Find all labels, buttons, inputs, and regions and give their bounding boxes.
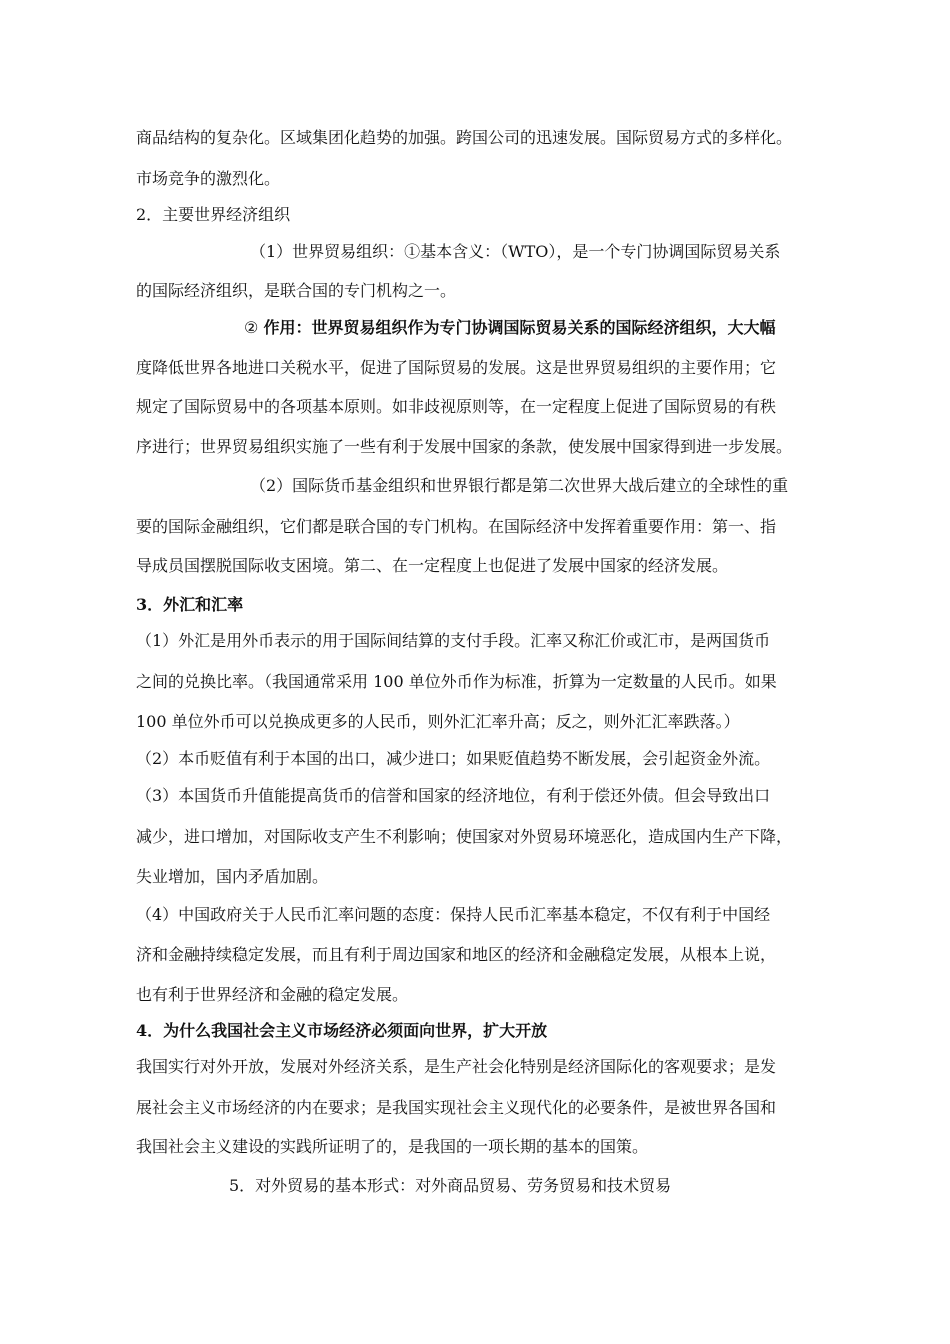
text-line: （3）本国货币升值能提高货币的信誉和国家的经济地位，有利于偿还外债。但会导致出口 — [136, 786, 771, 805]
text-line: 导成员国摆脱国际收支困境。第二、在一定程度上也促进了发展中国家的经济发展。 — [136, 556, 729, 575]
text-line: 我国实行对外开放，发展对外经济关系，是生产社会化特别是经济国际化的客观要求；是发 — [136, 1057, 777, 1076]
text-line: 要的国际金融组织，它们都是联合国的专门机构。在国际经济中发挥着重要作用：第一、指 — [136, 517, 777, 536]
text-line: 的国际经济组织，是联合国的专门机构之一。 — [136, 281, 457, 300]
text-line: 我国社会主义建设的实践所证明了的，是我国的一项长期的基本的国策。 — [136, 1137, 649, 1156]
text-line-with-lead — [244, 317, 775, 339]
text-line: 济和金融持续稳定发展，而且有利于周边国家和地区的经济和金融稳定发展，从根本上说， — [136, 945, 777, 964]
text-line: （2）国际货币基金组织和世界银行都是第二次世界大战后建立的全球性的重 — [250, 476, 789, 495]
text-line: 展社会主义市场经济的内在要求；是我国实现社会主义现代化的必要条件，是被世界各国和 — [136, 1098, 777, 1117]
section-heading-4: 4．为什么我国社会主义市场经济必须面向世界，扩大开放 — [136, 1021, 548, 1040]
text-line: 也有利于世界经济和金融的稳定发展。 — [136, 985, 409, 1004]
text-line: 作用：世界贸易组织作为专门协调国际贸易关系的国际经济组织，大大幅 — [263, 318, 776, 337]
text-line: 度降低世界各地进口关税水平，促进了国际贸易的发展。这是世界贸易组织的主要作用；它 — [136, 358, 777, 377]
text-line: （1）外汇是用外币表示的用于国际间结算的支付手段。汇率又称汇价或汇市，是两国货币 — [136, 631, 771, 650]
section-heading-5: 5．对外贸易的基本形式：对外商品贸易、劳务贸易和技术贸易 — [229, 1176, 672, 1195]
text-line: 之间的兑换比率。（我国通常采用 100 单位外币作为标准，折算为一定数量的人民币。如果 — [136, 672, 777, 691]
text-line: （4）中国政府关于人民币汇率问题的态度：保持人民币汇率基本稳定，不仅有利于中国经 — [136, 905, 771, 924]
text-line: 商品结构的复杂化。区域集团化趋势的加强。跨国公司的迅速发展。国际贸易方式的多样化。 — [136, 128, 793, 147]
section-heading-2: 2．主要世界经济组织 — [136, 205, 291, 224]
text-line: 序进行；世界贸易组织实施了一些有利于发展中国家的条款，使发展中国家得到进一步发展。 — [136, 437, 793, 456]
text-line: 市场竞争的激烈化。 — [136, 169, 281, 188]
text-line: 100 单位外币可以兑换成更多的人民币，则外汇汇率升高；反之，则外汇汇率跌落。） — [136, 712, 740, 731]
text-line: （1）世界贸易组织：①基本含义：（WTO），是一个专门协调国际贸易关系 — [250, 242, 781, 261]
text-line: （2）本币贬值有利于本国的出口，减少进口；如果贬值趋势不断发展，会引起资金外流。 — [136, 749, 771, 768]
text-line: 减少，进口增加，对国际收支产生不利影响；使国家对外贸易环境恶化，造成国内生产下降， — [136, 827, 793, 846]
text-line: 规定了国际贸易中的各项基本原则。如非歧视原则等，在一定程度上促进了国际贸易的有秩 — [136, 397, 777, 416]
circled-number: ② — [244, 318, 259, 337]
section-heading-3: 3．外汇和汇率 — [136, 595, 244, 614]
text-line: 失业增加，国内矛盾加剧。 — [136, 867, 329, 886]
